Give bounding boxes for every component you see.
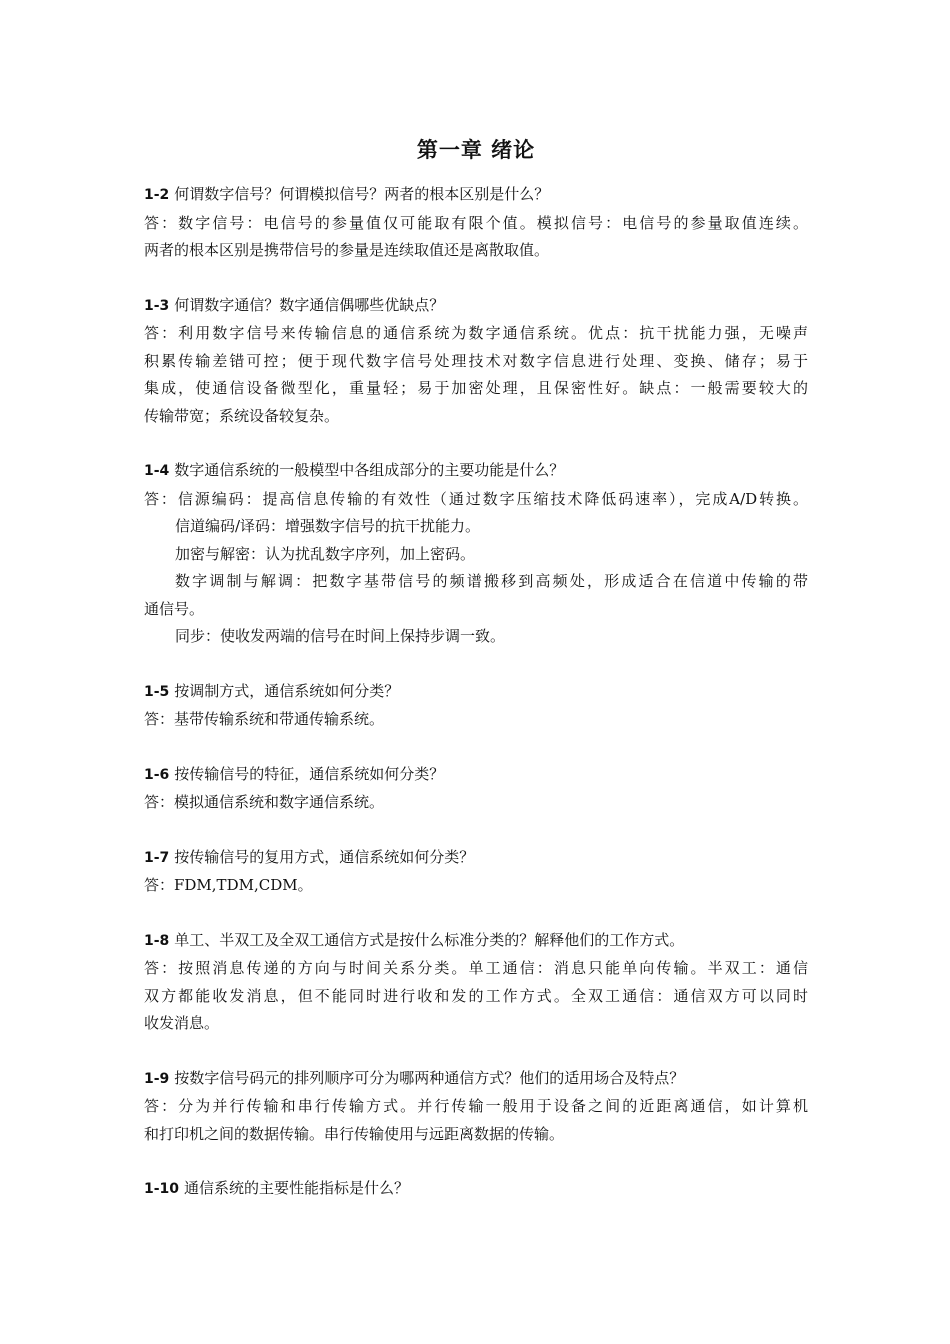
question-text: 按调制方式，通信系统如何分类？ bbox=[174, 681, 400, 700]
question-text: 按传输信号的特征，通信系统如何分类？ bbox=[174, 764, 445, 783]
answer-line: 数字调制与解调：把数字基带信号的频谱搬移到高频处，形成适合在信道中传输的带 bbox=[175, 572, 808, 590]
answer-line: 通信号。 bbox=[144, 599, 205, 618]
answer-line: 信道编码/译码：增强数字信号的抗干扰能力。 bbox=[175, 517, 481, 535]
question bbox=[144, 292, 808, 321]
question-text: 按数字信号码元的排列顺序可分为哪两种通信方式？他们的适用场合及特点？ bbox=[174, 1068, 685, 1087]
question-text: 单工、半双工及全双工通信方式是按什么标准分类的？解释他们的工作方式。 bbox=[174, 930, 685, 949]
answer-line: 传输带宽；系统设备较复杂。 bbox=[144, 406, 340, 425]
qa-section-1-6 bbox=[144, 761, 808, 817]
answer-line: 答：数字信号：电信号的参量值仅可能取有限个值。模拟信号：电信号的参量取值连续。 bbox=[144, 213, 808, 232]
question-number: 1-2 bbox=[144, 187, 170, 203]
answer-line: 答：分为并行传输和串行传输方式。并行传输一般用于设备之间的近距离通信，如计算机 bbox=[144, 1097, 808, 1115]
question-number: 1-7 bbox=[144, 849, 170, 866]
question-number: 1-10 bbox=[144, 1181, 180, 1197]
qa-section-1-3 bbox=[144, 292, 808, 431]
question bbox=[144, 1065, 808, 1094]
question-text: 何谓数字信号？何谓模拟信号？两者的根本区别是什么？ bbox=[174, 185, 550, 203]
question-number: 1-9 bbox=[144, 1070, 170, 1087]
question-number: 1-5 bbox=[144, 683, 170, 700]
qa-section-1-2 bbox=[144, 181, 808, 265]
answer-line: 答：按照消息传递的方向与时间关系分类。单工通信：消息只能单向传输。半双工：通信 bbox=[144, 959, 808, 977]
answer-line: 答：FDM,TDM,CDM。 bbox=[144, 876, 313, 894]
question-number: 1-6 bbox=[144, 766, 170, 783]
question bbox=[144, 457, 808, 486]
answer-line: 集成，使通信设备微型化，重量轻；易于加密处理，且保密性好。缺点：一般需要较大的 bbox=[144, 379, 808, 397]
qa-section-1-7 bbox=[144, 844, 808, 900]
qa-section-1-10 bbox=[144, 1175, 808, 1204]
question-text: 何谓数字通信？数字通信偶哪些优缺点？ bbox=[174, 295, 445, 314]
answer-line: 答：基带传输系统和带通传输系统。 bbox=[144, 710, 385, 728]
qa-section-1-9 bbox=[144, 1065, 808, 1149]
document-page bbox=[144, 135, 808, 1231]
qa-section-1-4 bbox=[144, 457, 808, 651]
question bbox=[144, 927, 808, 956]
answer-line: 两者的根本区别是携带信号的参量是连续取值还是离散取值。 bbox=[144, 241, 550, 259]
question bbox=[144, 1175, 808, 1204]
answer-line: 双方都能收发消息，但不能同时进行收和发的工作方式。全双工通信：通信双方可以同时 bbox=[144, 986, 808, 1005]
answer-line: 积累传输差错可控；便于现代数字信号处理技术对数字信息进行处理、变换、储存；易于 bbox=[144, 351, 808, 370]
qa-section-1-5 bbox=[144, 678, 808, 734]
question-text: 数字通信系统的一般模型中各组成部分的主要功能是什么？ bbox=[174, 461, 565, 479]
answer-line: 同步：使收发两端的信号在时间上保持步调一致。 bbox=[175, 627, 506, 645]
question-text: 按传输信号的复用方式，通信系统如何分类？ bbox=[174, 847, 475, 866]
question bbox=[144, 181, 808, 210]
answer-line: 答：模拟通信系统和数字通信系统。 bbox=[144, 793, 385, 811]
question-number: 1-8 bbox=[144, 932, 170, 949]
answer-line: 和打印机之间的数据传输。串行传输使用与远距离数据的传输。 bbox=[144, 1124, 565, 1143]
question-text: 通信系统的主要性能指标是什么？ bbox=[184, 1179, 410, 1197]
qa-section-1-8 bbox=[144, 927, 808, 1038]
chapter-title: 第一章 绪论 bbox=[416, 138, 536, 162]
question bbox=[144, 844, 808, 873]
question bbox=[144, 761, 808, 790]
question-number: 1-4 bbox=[144, 463, 170, 479]
question-number: 1-3 bbox=[144, 297, 170, 314]
answer-line: 收发消息。 bbox=[144, 1014, 220, 1032]
answer-line: 答：信源编码：提高信息传输的有效性（通过数字压缩技术降低码速率），完成A/D转换。 bbox=[144, 489, 808, 508]
answer-line: 答：利用数字信号来传输信息的通信系统为数字通信系统。优点：抗干扰能力强，无噪声 bbox=[144, 324, 808, 342]
question bbox=[144, 678, 808, 707]
answer-line: 加密与解密：认为扰乱数字序列，加上密码。 bbox=[175, 544, 476, 563]
